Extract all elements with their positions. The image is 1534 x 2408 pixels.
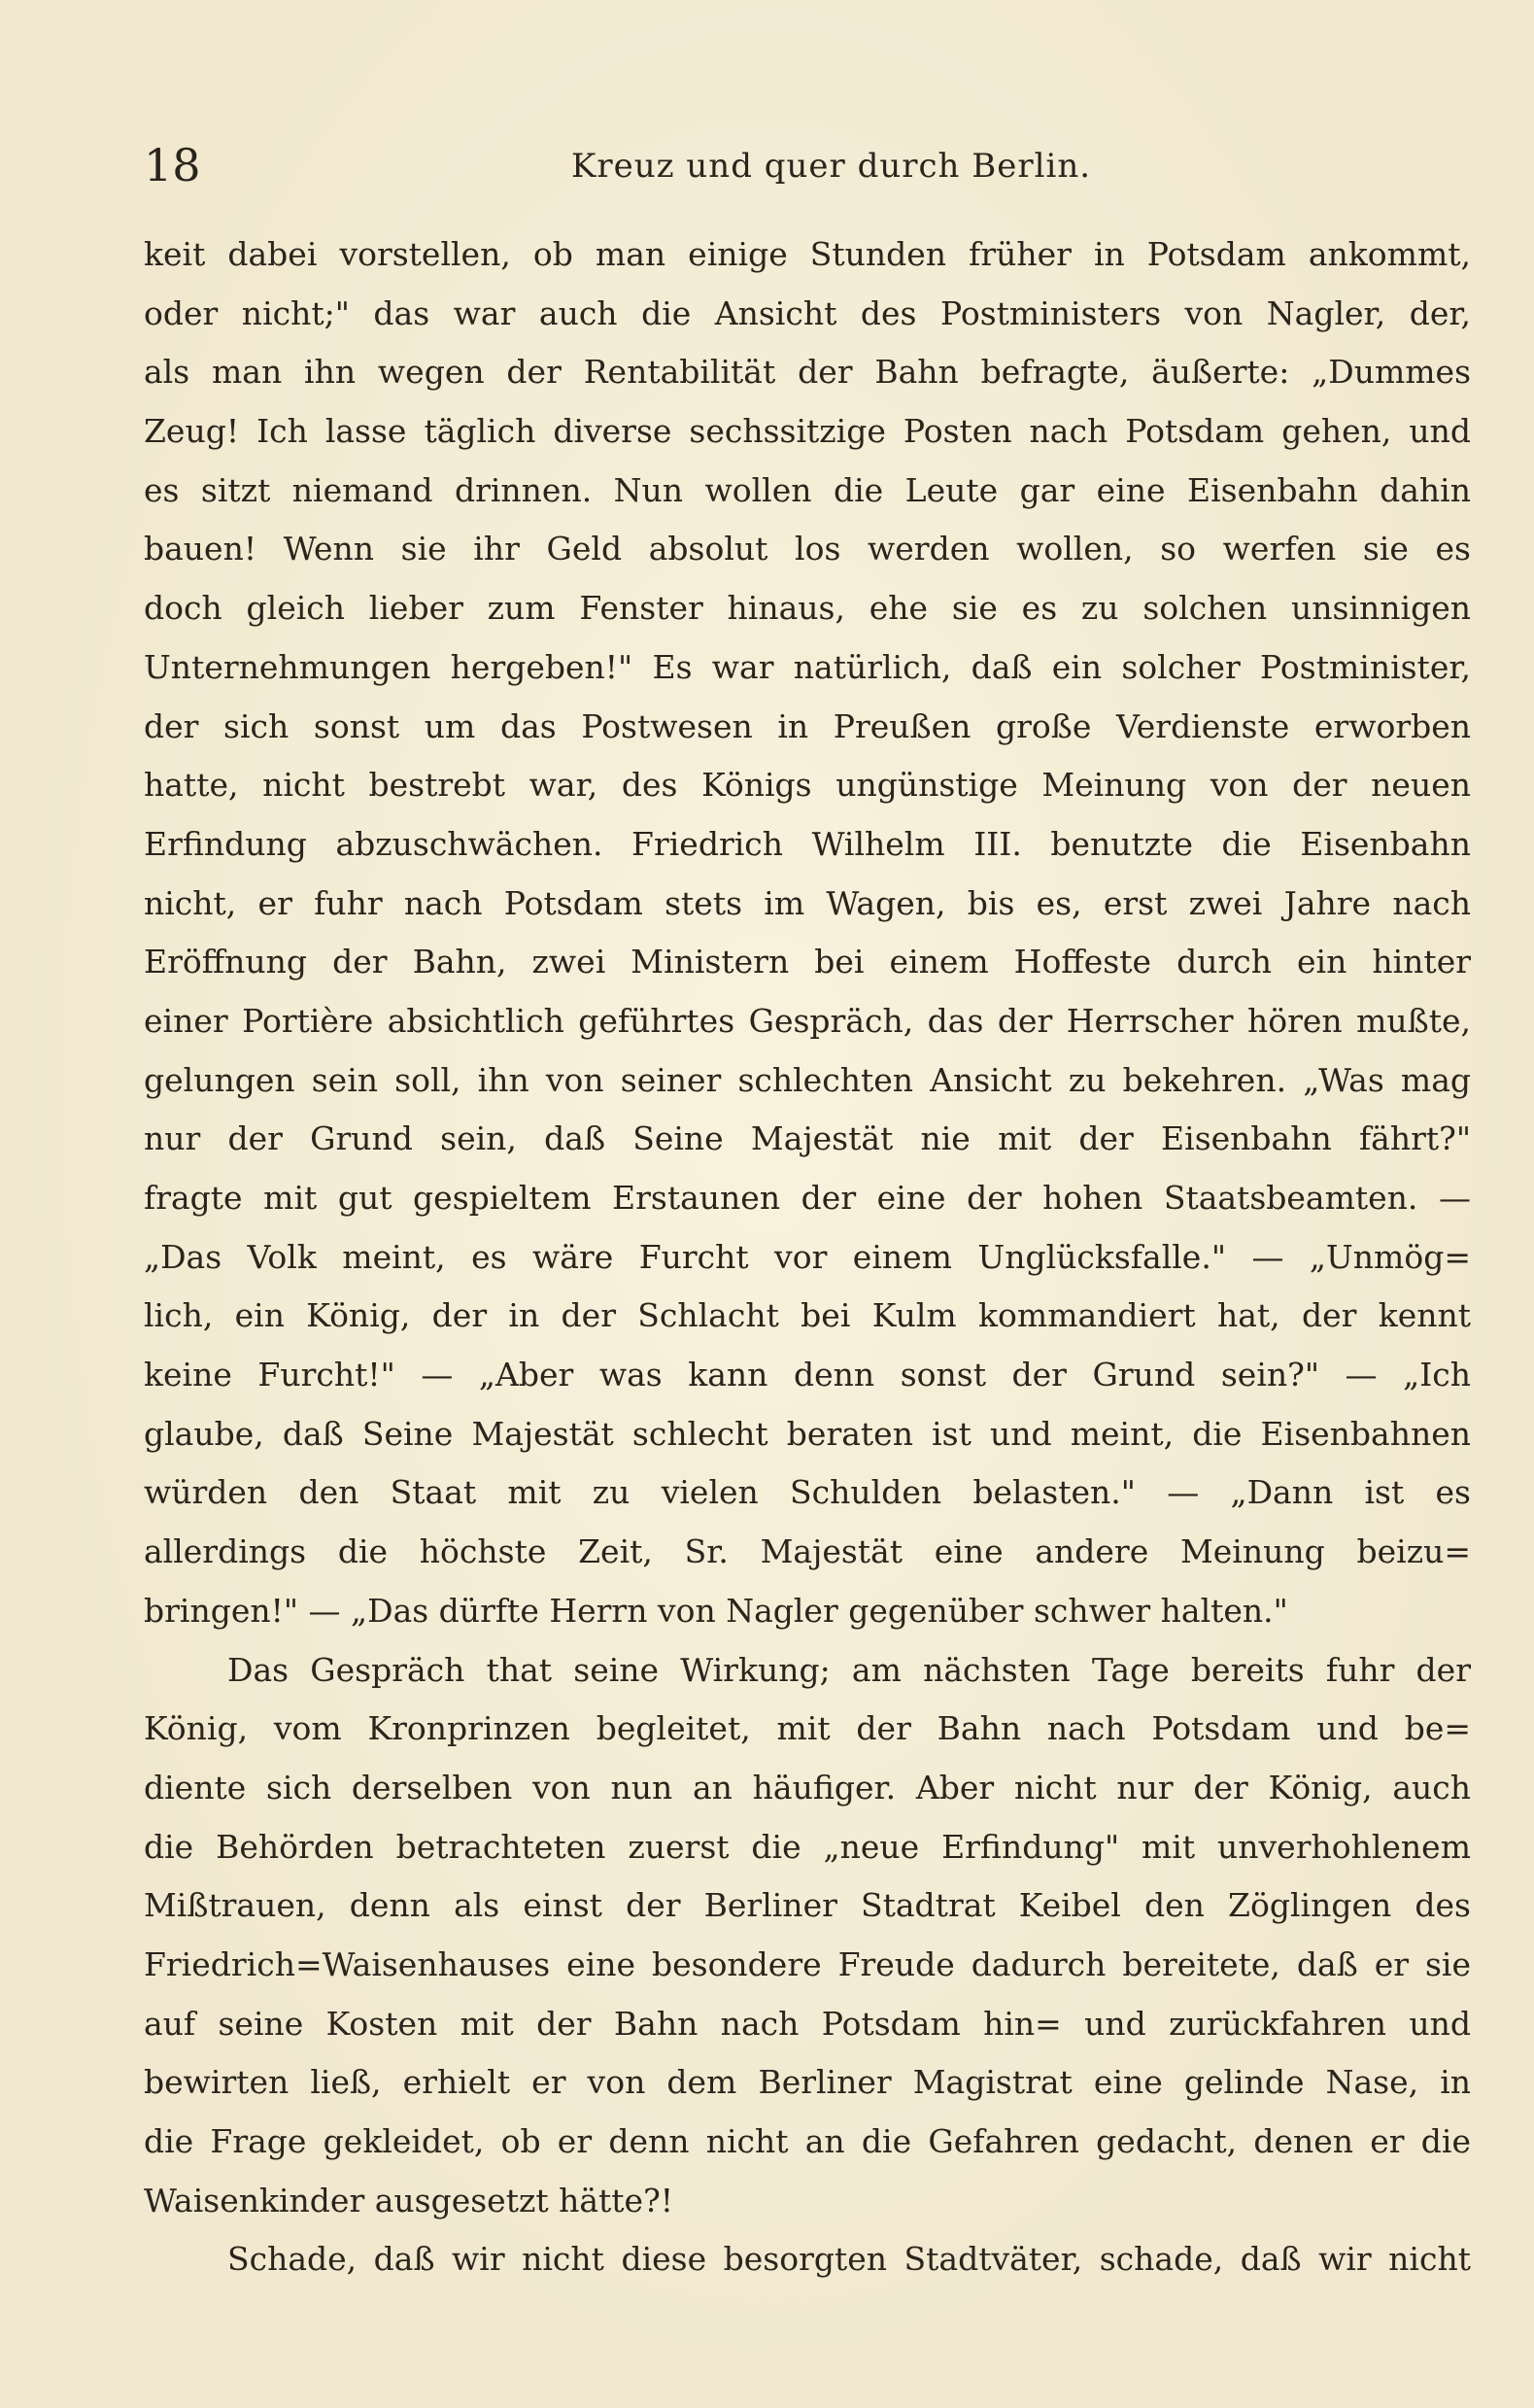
paragraph	[144, 2230, 1471, 2289]
text-line: allerdings die höchste Zeit, Sr. Majestät eine andere Meinung beizu=	[144, 1532, 1471, 1571]
text-line: König, vom Kronprinzen begleitet, mit der Bahn nach Potsdam und be=	[144, 1709, 1471, 1748]
text-line: die Frage gekleidet, ob er denn nicht an die Gefahren gedacht, denen er die	[144, 2122, 1471, 2160]
text-line: keit dabei vorstellen, ob man einige Stunden früher in Potsdam ankommt,	[144, 235, 1471, 273]
text-line: keine Furcht!" — „Aber was kann denn sonst der Grund sein?" — „Ich	[144, 1356, 1471, 1394]
text-line: Unternehmungen hergeben!" Es war natürlich, daß ein solcher Postminister,	[144, 647, 1471, 686]
text-line: nicht, er fuhr nach Potsdam stets im Wagen, bis es, erst zwei Jahre nach	[144, 883, 1471, 922]
body-text	[144, 225, 1471, 2289]
text-line: glaube, daß Seine Majestät schlecht beraten ist und meint, die Eisenbahnen	[144, 1414, 1471, 1453]
text-line: bringen!" — „Das dürfte Herrn von Nagler gegenüber schwer halten."	[144, 1591, 1288, 1630]
running-title: Kreuz und quer durch Berlin.	[571, 147, 1092, 186]
text-line: Waisenkinder ausgesetzt hätte?!	[144, 2181, 674, 2219]
text-line: würden den Staat mit zu vielen Schulden belasten." — „Dann ist es	[144, 1473, 1471, 1512]
text-line: oder nicht;" das war auch die Ansicht des Postministers von Nagler, der,	[144, 293, 1471, 332]
text-line: der sich sonst um das Postwesen in Preußen große Verdienste erworben	[144, 706, 1471, 745]
page-number: 18	[144, 139, 201, 191]
text-line: die Behörden betrachteten zuerst die „neue Erfindung" mit unverhohlenem	[144, 1827, 1471, 1866]
text-line: als man ihn wegen der Rentabilität der Bahn befragte, äußerte: „Dummes	[144, 353, 1471, 392]
text-line: Mißtrauen, denn als einst der Berliner Stadtrat Keibel den Zöglingen des	[144, 1886, 1471, 1925]
paragraph	[144, 1641, 1471, 2231]
text-line: nur der Grund sein, daß Seine Majestät nie mit der Eisenbahn fährt?"	[144, 1119, 1471, 1158]
text-line: hatte, nicht bestrebt war, des Königs ungünstige Meinung von der neuen	[144, 766, 1471, 805]
text-line: einer Portière absichtlich geführtes Gespräch, das der Herrscher hören mußte,	[144, 1001, 1471, 1040]
text-line: bewirten ließ, erhielt er von dem Berliner Magistrat eine gelinde Nase, in	[144, 2063, 1471, 2102]
running-head	[144, 136, 1475, 194]
text-line: Eröffnung der Bahn, zwei Ministern bei einem Hoffeste durch ein hinter	[144, 943, 1471, 981]
text-line: diente sich derselben von nun an häufiger. Aber nicht nur der König, auch	[144, 1768, 1471, 1806]
paragraph	[144, 225, 1471, 1641]
text-line: es sitzt niemand drinnen. Nun wollen die Leute gar eine Eisenbahn dahin	[144, 470, 1471, 509]
text-line: gelungen sein soll, ihn von seiner schlechten Ansicht zu bekehren. „Was mag	[144, 1060, 1471, 1099]
text-line: fragte mit gut gespieltem Erstaunen der eine der hohen Staatsbeamten. —	[144, 1179, 1471, 1217]
text-line: Friedrich=Waisenhauses eine besondere Freude dadurch bereitete, daß er sie	[144, 1944, 1471, 1983]
text-line: doch gleich lieber zum Fenster hinaus, ehe sie es zu solchen unsinnigen	[144, 589, 1471, 628]
text-line: „Das Volk meint, es wäre Furcht vor einem Unglücksfalle." — „Unmög=	[144, 1237, 1471, 1276]
text-line: Das Gespräch that seine Wirkung; am nächsten Tage bereits fuhr der	[227, 1650, 1471, 1689]
text-line: Schade, daß wir nicht diese besorgten Stadtväter, schade, daß wir nicht	[227, 2240, 1471, 2279]
text-line: Zeug! Ich lasse täglich diverse sechssitzige Posten nach Potsdam gehen, und	[144, 412, 1471, 451]
text-line: lich, ein König, der in der Schlacht bei Kulm kommandiert hat, der kennt	[144, 1296, 1471, 1335]
text-line: Erfindung abzuschwächen. Friedrich Wilhelm III. benutzte die Eisenbahn	[144, 824, 1471, 863]
text-line: bauen! Wenn sie ihr Geld absolut los werden wollen, so werfen sie es	[144, 530, 1471, 568]
text-line: auf seine Kosten mit der Bahn nach Potsdam hin= und zurückfahren und	[144, 2004, 1471, 2043]
